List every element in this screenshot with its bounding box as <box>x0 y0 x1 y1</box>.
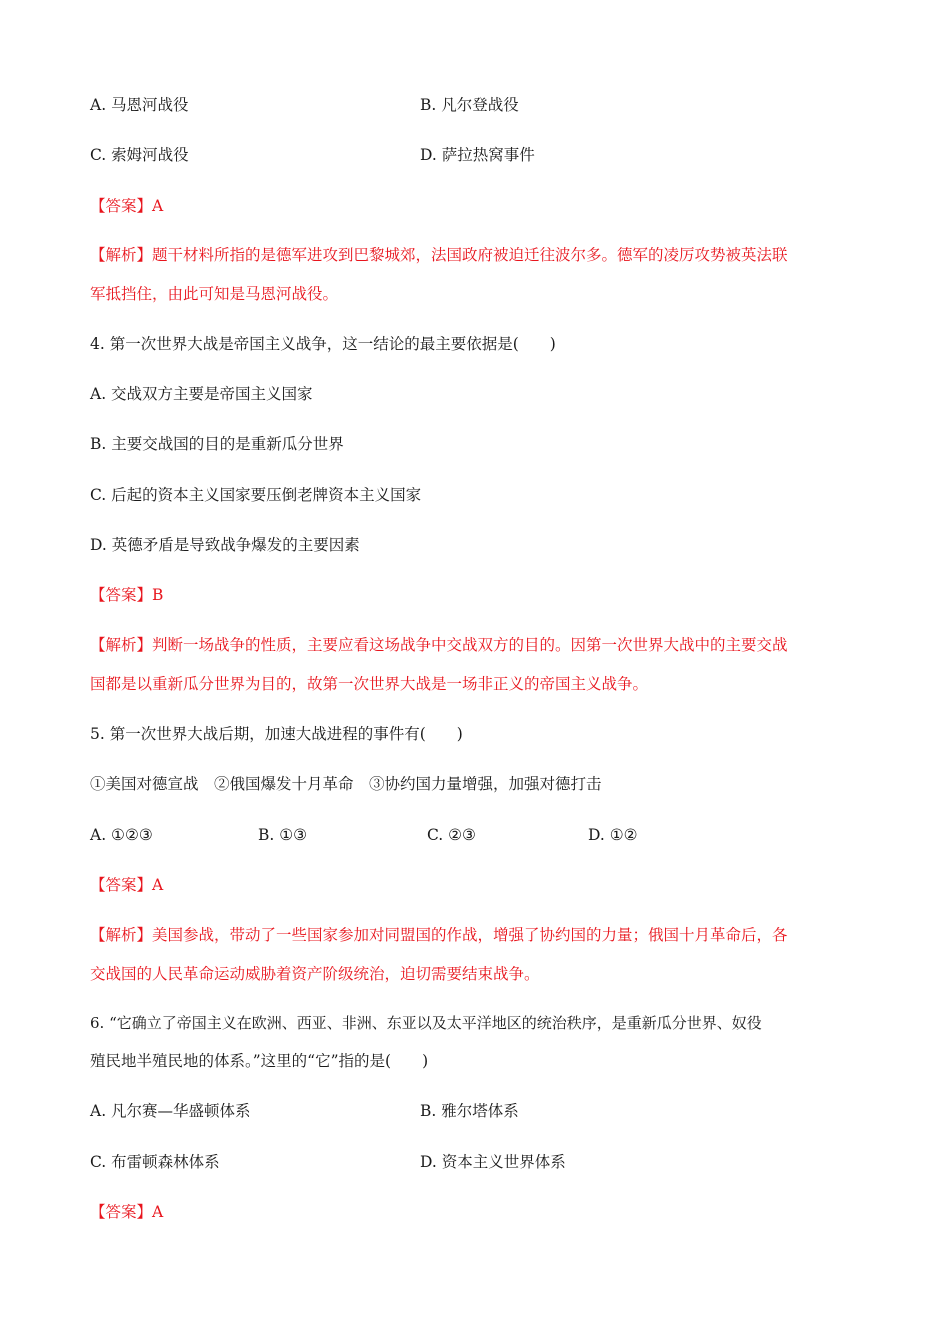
q5-option-a: A. ①②③ <box>90 826 153 844</box>
q3-answer <box>90 196 163 216</box>
q4-option-a: A. 交战双方主要是帝国主义国家 <box>90 385 313 403</box>
analysis-text: 判断一场战争的性质，主要应看这场战争中交战双方的目的。因第一次世界大战中的主要交战 <box>152 636 788 654</box>
answer-value: A <box>152 1203 164 1221</box>
q3-option-c: C. 索姆河战役 <box>90 146 189 164</box>
answer-value: A <box>152 876 164 894</box>
analysis-tag: 【解析】 <box>90 246 153 264</box>
q5-analysis-line-2: 交战国的人民革命运动威胁着资产阶级统治，迫切需要结束战争。 <box>90 965 540 983</box>
answer-tag: 【答案】 <box>90 876 153 894</box>
q4-analysis-line-2: 国都是以重新瓜分世界为目的，故第一次世界大战是一场非正义的帝国主义战争。 <box>90 675 649 693</box>
q4-option-b: B. 主要交战国的目的是重新瓜分世界 <box>90 435 344 453</box>
q3-option-a: A. 马恩河战役 <box>90 96 189 114</box>
q6-stem-line-2: 殖民地半殖民地的体系。”这里的“它”指的是( ) <box>90 1052 429 1070</box>
analysis-text: 题干材料所指的是德军进攻到巴黎城郊，法国政府被迫迁往波尔多。德军的凌厉攻势被英法联 <box>152 246 788 264</box>
q5-option-c: C. ②③ <box>427 826 476 844</box>
q5-option-d: D. ①② <box>588 826 638 844</box>
q6-option-a: A. 凡尔赛—华盛顿体系 <box>90 1102 251 1120</box>
q5-analysis-line-1 <box>90 925 788 945</box>
q3-option-b: B. 凡尔登战役 <box>420 96 519 114</box>
q4-option-c: C. 后起的资本主义国家要压倒老牌资本主义国家 <box>90 486 422 504</box>
answer-tag: 【答案】 <box>90 1203 153 1221</box>
q6-option-b: B. 雅尔塔体系 <box>420 1102 519 1120</box>
q6-answer <box>90 1202 163 1222</box>
q6-option-c: C. 布雷顿森林体系 <box>90 1153 220 1171</box>
q6-stem-line-1: 6. “它确立了帝国主义在欧洲、西亚、非洲、东亚以及太平洋地区的统治秩序，是重新瓜分世界、奴役 <box>90 1014 762 1032</box>
q3-analysis-line-2: 军抵挡住，由此可知是马恩河战役。 <box>90 285 339 303</box>
q3-option-d: D. 萨拉热窝事件 <box>420 146 535 164</box>
q5-stem: 5. 第一次世界大战后期，加速大战进程的事件有( ) <box>90 725 463 743</box>
q6-option-d: D. 资本主义世界体系 <box>420 1153 566 1171</box>
analysis-tag: 【解析】 <box>90 926 153 944</box>
answer-tag: 【答案】 <box>90 586 153 604</box>
q3-analysis-line-1 <box>90 245 788 265</box>
q5-option-b: B. ①③ <box>258 826 308 844</box>
q5-answer <box>90 875 163 895</box>
q5-items: ①美国对德宣战 ②俄国爆发十月革命 ③协约国力量增强，加强对德打击 <box>90 775 602 793</box>
q4-analysis-line-1 <box>90 635 788 655</box>
q4-option-d: D. 英德矛盾是导致战争爆发的主要因素 <box>90 536 360 554</box>
analysis-text: 美国参战，带动了一些国家参加对同盟国的作战，增强了协约国的力量；俄国十月革命后，各 <box>152 926 788 944</box>
q4-stem: 4. 第一次世界大战是帝国主义战争，这一结论的最主要依据是( ) <box>90 335 556 353</box>
q4-answer <box>90 585 163 605</box>
answer-value: A <box>152 197 164 215</box>
answer-tag: 【答案】 <box>90 197 153 215</box>
answer-value: B <box>152 586 164 604</box>
analysis-tag: 【解析】 <box>90 636 153 654</box>
